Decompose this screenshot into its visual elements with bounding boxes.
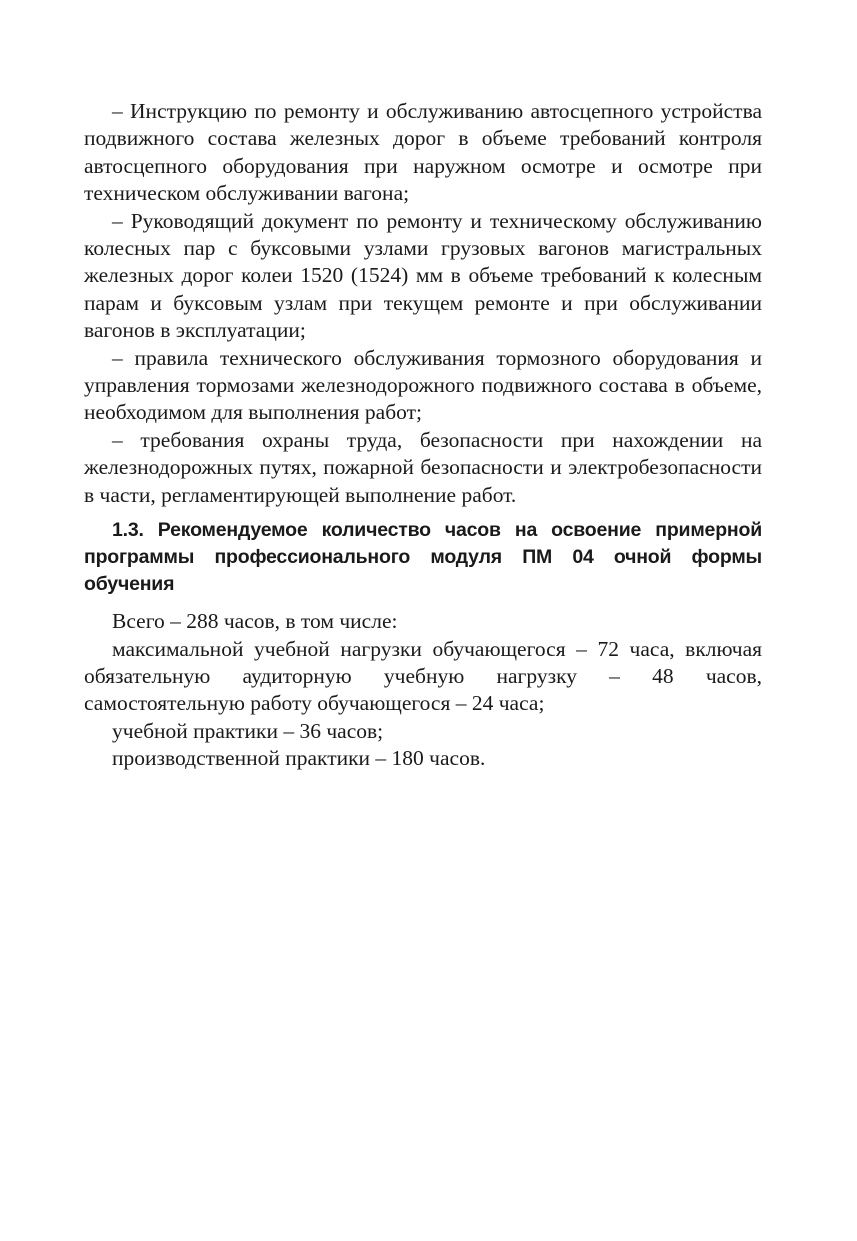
requirement-item-brakes: – правила технического обслуживания тормозного оборудования и управления тормозами железнодорожного подвижного состава в объеме, необходимом для выполнения работ; bbox=[84, 345, 762, 425]
hours-production-practice: производственной практики – 180 часов. bbox=[112, 746, 486, 771]
hours-total: Всего – 288 часов, в том числе: bbox=[112, 609, 398, 634]
requirement-item-wheelsets: – Руководящий документ по ремонту и техническому обслуживанию колесных пар с буксовыми узлами грузовых вагонов магистральных железных дорог колеи 1520 (1524) мм в объеме требований к колесным парам и буксовым узлам при текущем ремонте и при обслуживании вагонов в эксплуатации; bbox=[84, 208, 762, 343]
hours-breakdown bbox=[84, 608, 762, 772]
requirements-list bbox=[84, 98, 762, 509]
requirement-item-autocoupler: – Инструкцию по ремонту и обслуживанию автосцепного устройства подвижного состава железных дорог в объеме требований контроля автосцепного оборудования при наружном осмотре и осмотре при техническом обслуживании вагона; bbox=[84, 99, 762, 206]
document-page bbox=[84, 98, 762, 773]
requirement-item-safety: – требования охраны труда, безопасности при нахождении на железнодорожных путях, пожарной безопасности и электробезопасности в части, регламентирующей выполнение работ. bbox=[84, 427, 762, 507]
section-heading: 1.3. Рекомендуемое количество часов на освоение примерной программы профессионального модуля ПМ 04 очной формы обучения bbox=[84, 519, 762, 596]
hours-training-practice: учебной практики – 36 часов; bbox=[112, 718, 384, 743]
hours-max-load: максимальной учебной нагрузки обучающегося – 72 часа, включая обязательную аудиторную учебную нагрузку – 48 часов, самостоятельную работу обучающегося – 24 часа; bbox=[84, 636, 762, 716]
